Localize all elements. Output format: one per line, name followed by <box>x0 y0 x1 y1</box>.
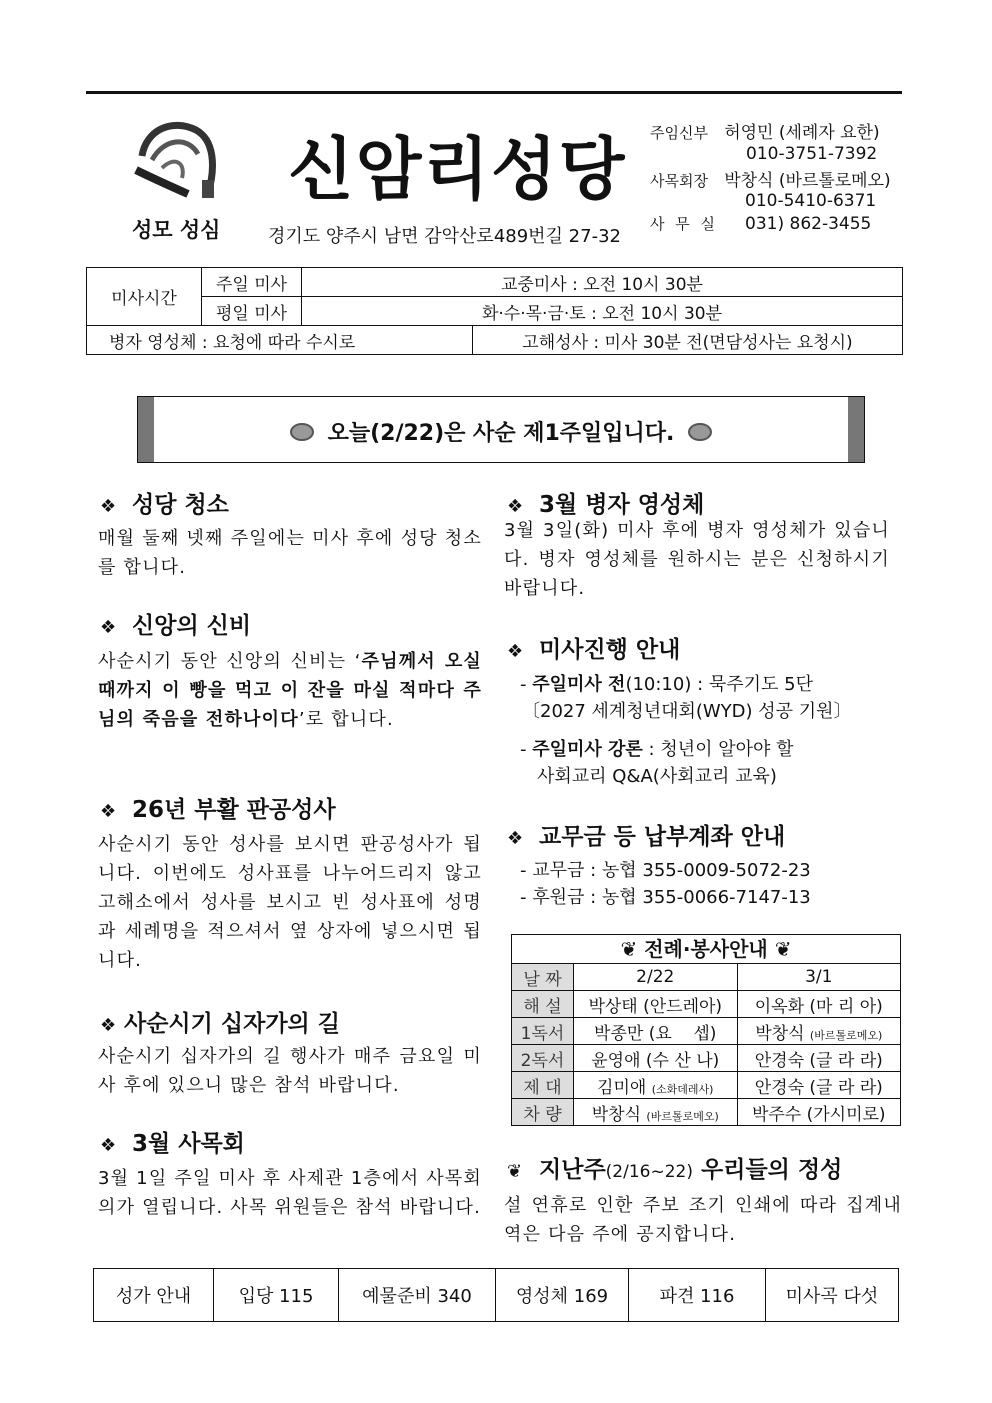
section-heading: ❖ 교무금 등 납부계좌 안내 <box>507 824 786 850</box>
pastor-phone: 010-3751-7392 <box>746 144 878 164</box>
sick-communion: 병자 영성체 : 요청에 따라 수시로 <box>87 326 473 355</box>
hymn-cell: 성가 안내 <box>94 1269 214 1322</box>
council-label: 사목회장 <box>650 172 708 190</box>
banner-text: 오늘(2/22)은 사순 제1주일입니다. <box>327 421 675 446</box>
diamond-icon: ❖ <box>507 641 524 662</box>
role-label: 제 대 <box>512 1072 574 1099</box>
section-body: 3월 1일 주일 미사 후 사제관 1층에서 사목회의가 열립니다. 사목 위원들은 참석 바랍니다. <box>98 1168 482 1218</box>
pastor-label: 주임신부 <box>650 124 708 142</box>
office-label: 사 무 실 <box>650 215 719 233</box>
confession: 고해성사 : 미사 30분 전(면담성사는 요청시) <box>473 326 903 355</box>
diamond-icon: ❖ <box>100 1015 117 1036</box>
mass-times-label: 미사시간 <box>87 268 202 326</box>
service-cell: 안경숙 (글 라 라) <box>737 1072 901 1099</box>
church-address: 경기도 양주시 남면 감악산로489번길 27-32 <box>268 226 621 247</box>
section-heading: ❖ 성당 청소 <box>100 492 229 518</box>
table-row <box>512 964 901 991</box>
church-name: 신암리성당 <box>288 131 627 210</box>
table-row <box>512 1018 901 1045</box>
table-row <box>512 1045 901 1072</box>
section-heading: ❖ 신앙의 신비 <box>100 613 252 639</box>
table-row <box>512 991 901 1018</box>
mass-times-table <box>86 267 903 355</box>
service-table <box>511 963 901 1126</box>
role-label: 2독서 <box>512 1045 574 1072</box>
section-body: 설 연휴로 인한 주보 조기 인쇄에 따라 집계내역은 다음 주에 공지합니다. <box>504 1195 902 1245</box>
section-heading: ❖ 미사진행 안내 <box>507 637 681 663</box>
diamond-icon: ❖ <box>507 828 524 849</box>
service-cell: 이옥화 (마 리 아) <box>737 991 901 1018</box>
service-cell: 박창식 (바르톨로메오) <box>574 1099 738 1126</box>
service-cell: 안경숙 (글 라 라) <box>737 1045 901 1072</box>
council-phone: 010-5410-6371 <box>745 191 877 211</box>
service-cell: 박창식 (바르톨로메오) <box>737 1018 901 1045</box>
office-phone: 031) 862-3455 <box>745 214 872 234</box>
section-heading: ❦ 지난주(2/16~22) 우리들의 정성 <box>507 1157 843 1183</box>
section-body: 사순시기 동안 성사를 보시면 판공성사가 됩니다. 이번에도 성사표를 나누어드리지 않고 고해소에서 성사를 보시고 빈 성사표에 성명과 세례명을 적으셔서 옆 상자에 넣으시면 됩니다. <box>98 834 482 971</box>
hymn-cell: 미사곡 다섯 <box>766 1269 899 1322</box>
table-row <box>94 1269 899 1322</box>
service-cell: 윤영애 (수 산 나) <box>574 1045 738 1072</box>
section-heading: ❖ 사순시기 십자가의 길 <box>100 1011 340 1037</box>
account-line: - 교무금 : 농협 355-0009-5072-23 <box>520 860 811 881</box>
weekday-mass-label: 평일 미사 <box>202 297 302 326</box>
role-label: 차 량 <box>512 1099 574 1126</box>
hymn-cell: 입당 115 <box>214 1269 339 1322</box>
council-info <box>650 166 891 191</box>
mass-progress-item-detail: 〔2027 세계청년대회(WYD) 성공 기원〕 <box>522 701 852 722</box>
hymn-cell: 영성체 169 <box>496 1269 629 1322</box>
mass-progress-item: - 주일미사 강론 : 청년이 알아야 할 <box>520 739 794 760</box>
badge-icon <box>688 423 712 441</box>
heart-icon: ❦ <box>620 937 638 961</box>
role-label: 1독서 <box>512 1018 574 1045</box>
heart-icon: ❦ <box>774 937 792 961</box>
diamond-icon: ❖ <box>100 617 117 638</box>
account-line: - 후원금 : 농협 355-0066-7147-13 <box>520 887 811 908</box>
logo-caption: 성모 성심 <box>132 218 221 242</box>
hymn-cell: 예물준비 340 <box>339 1269 496 1322</box>
top-rule <box>86 91 902 94</box>
diamond-icon: ❖ <box>100 1135 117 1156</box>
section-body: 사순시기 동안 신앙의 신비는 ‘주님께서 오실 때까지 이 빵을 먹고 이 잔을 마실 적마다 주님의 죽음을 전하나이다’로 합니다. <box>98 651 482 730</box>
section-heading: ❖ 3월 병자 영성체 <box>507 492 705 518</box>
office-info <box>650 213 871 234</box>
service-table-title: ❦ 전례·봉사안내 ❦ <box>511 934 901 964</box>
hymn-table <box>93 1268 899 1322</box>
sunday-mass-value: 교중미사 : 오전 10시 30분 <box>302 268 903 297</box>
diamond-icon: ❖ <box>507 496 524 517</box>
section-heading: ❖ 3월 사목회 <box>100 1131 245 1157</box>
date-cell: 2/22 <box>574 964 738 991</box>
section-body: 사순시기 십자가의 길 행사가 매주 금요일 미사 후에 있으니 많은 참석 바랍니다. <box>98 1046 482 1096</box>
service-cell: 박주수 (가시미로) <box>737 1099 901 1126</box>
service-cell: 박종만 (요 셉) <box>574 1018 738 1045</box>
service-cell: 김미애 (소화데레사) <box>574 1072 738 1099</box>
table-row <box>512 1099 901 1126</box>
role-label: 해 설 <box>512 991 574 1018</box>
mass-progress-item: - 주일미사 전(10:10) : 묵주기도 5단 <box>520 674 813 695</box>
pastor-name: 허영민 (세례자 요한) <box>724 123 880 143</box>
service-cell: 박상태 (안드레아) <box>574 991 738 1018</box>
sacred-heart-logo <box>122 108 232 208</box>
hymn-cell: 파견 116 <box>629 1269 766 1322</box>
pastor-info <box>650 118 880 143</box>
today-banner <box>137 396 865 463</box>
section-body: 매월 둘째 넷째 주일에는 미사 후에 성당 청소를 합니다. <box>98 528 482 578</box>
council-name: 박창식 (바르톨로메오) <box>724 171 891 191</box>
diamond-icon: ❖ <box>100 496 117 517</box>
role-label: 날 짜 <box>512 964 574 991</box>
section-body: 3월 3일(화) 미사 후에 병자 영성체가 있습니다. 병자 영성체를 원하시는 분은 신청하시기 바랍니다. <box>504 520 890 599</box>
table-row <box>512 1072 901 1099</box>
section-heading: ❖ 26년 부활 판공성사 <box>100 797 336 823</box>
mass-progress-item-detail: 사회교리 Q&A(사회교리 교육) <box>537 766 777 787</box>
heart-icon: ❦ <box>507 1161 523 1182</box>
sunday-mass-label: 주일 미사 <box>202 268 302 297</box>
date-cell: 3/1 <box>737 964 901 991</box>
weekday-mass-value: 화·수·목·금·토 : 오전 10시 30분 <box>302 297 903 326</box>
badge-icon <box>290 423 314 441</box>
diamond-icon: ❖ <box>100 801 117 822</box>
